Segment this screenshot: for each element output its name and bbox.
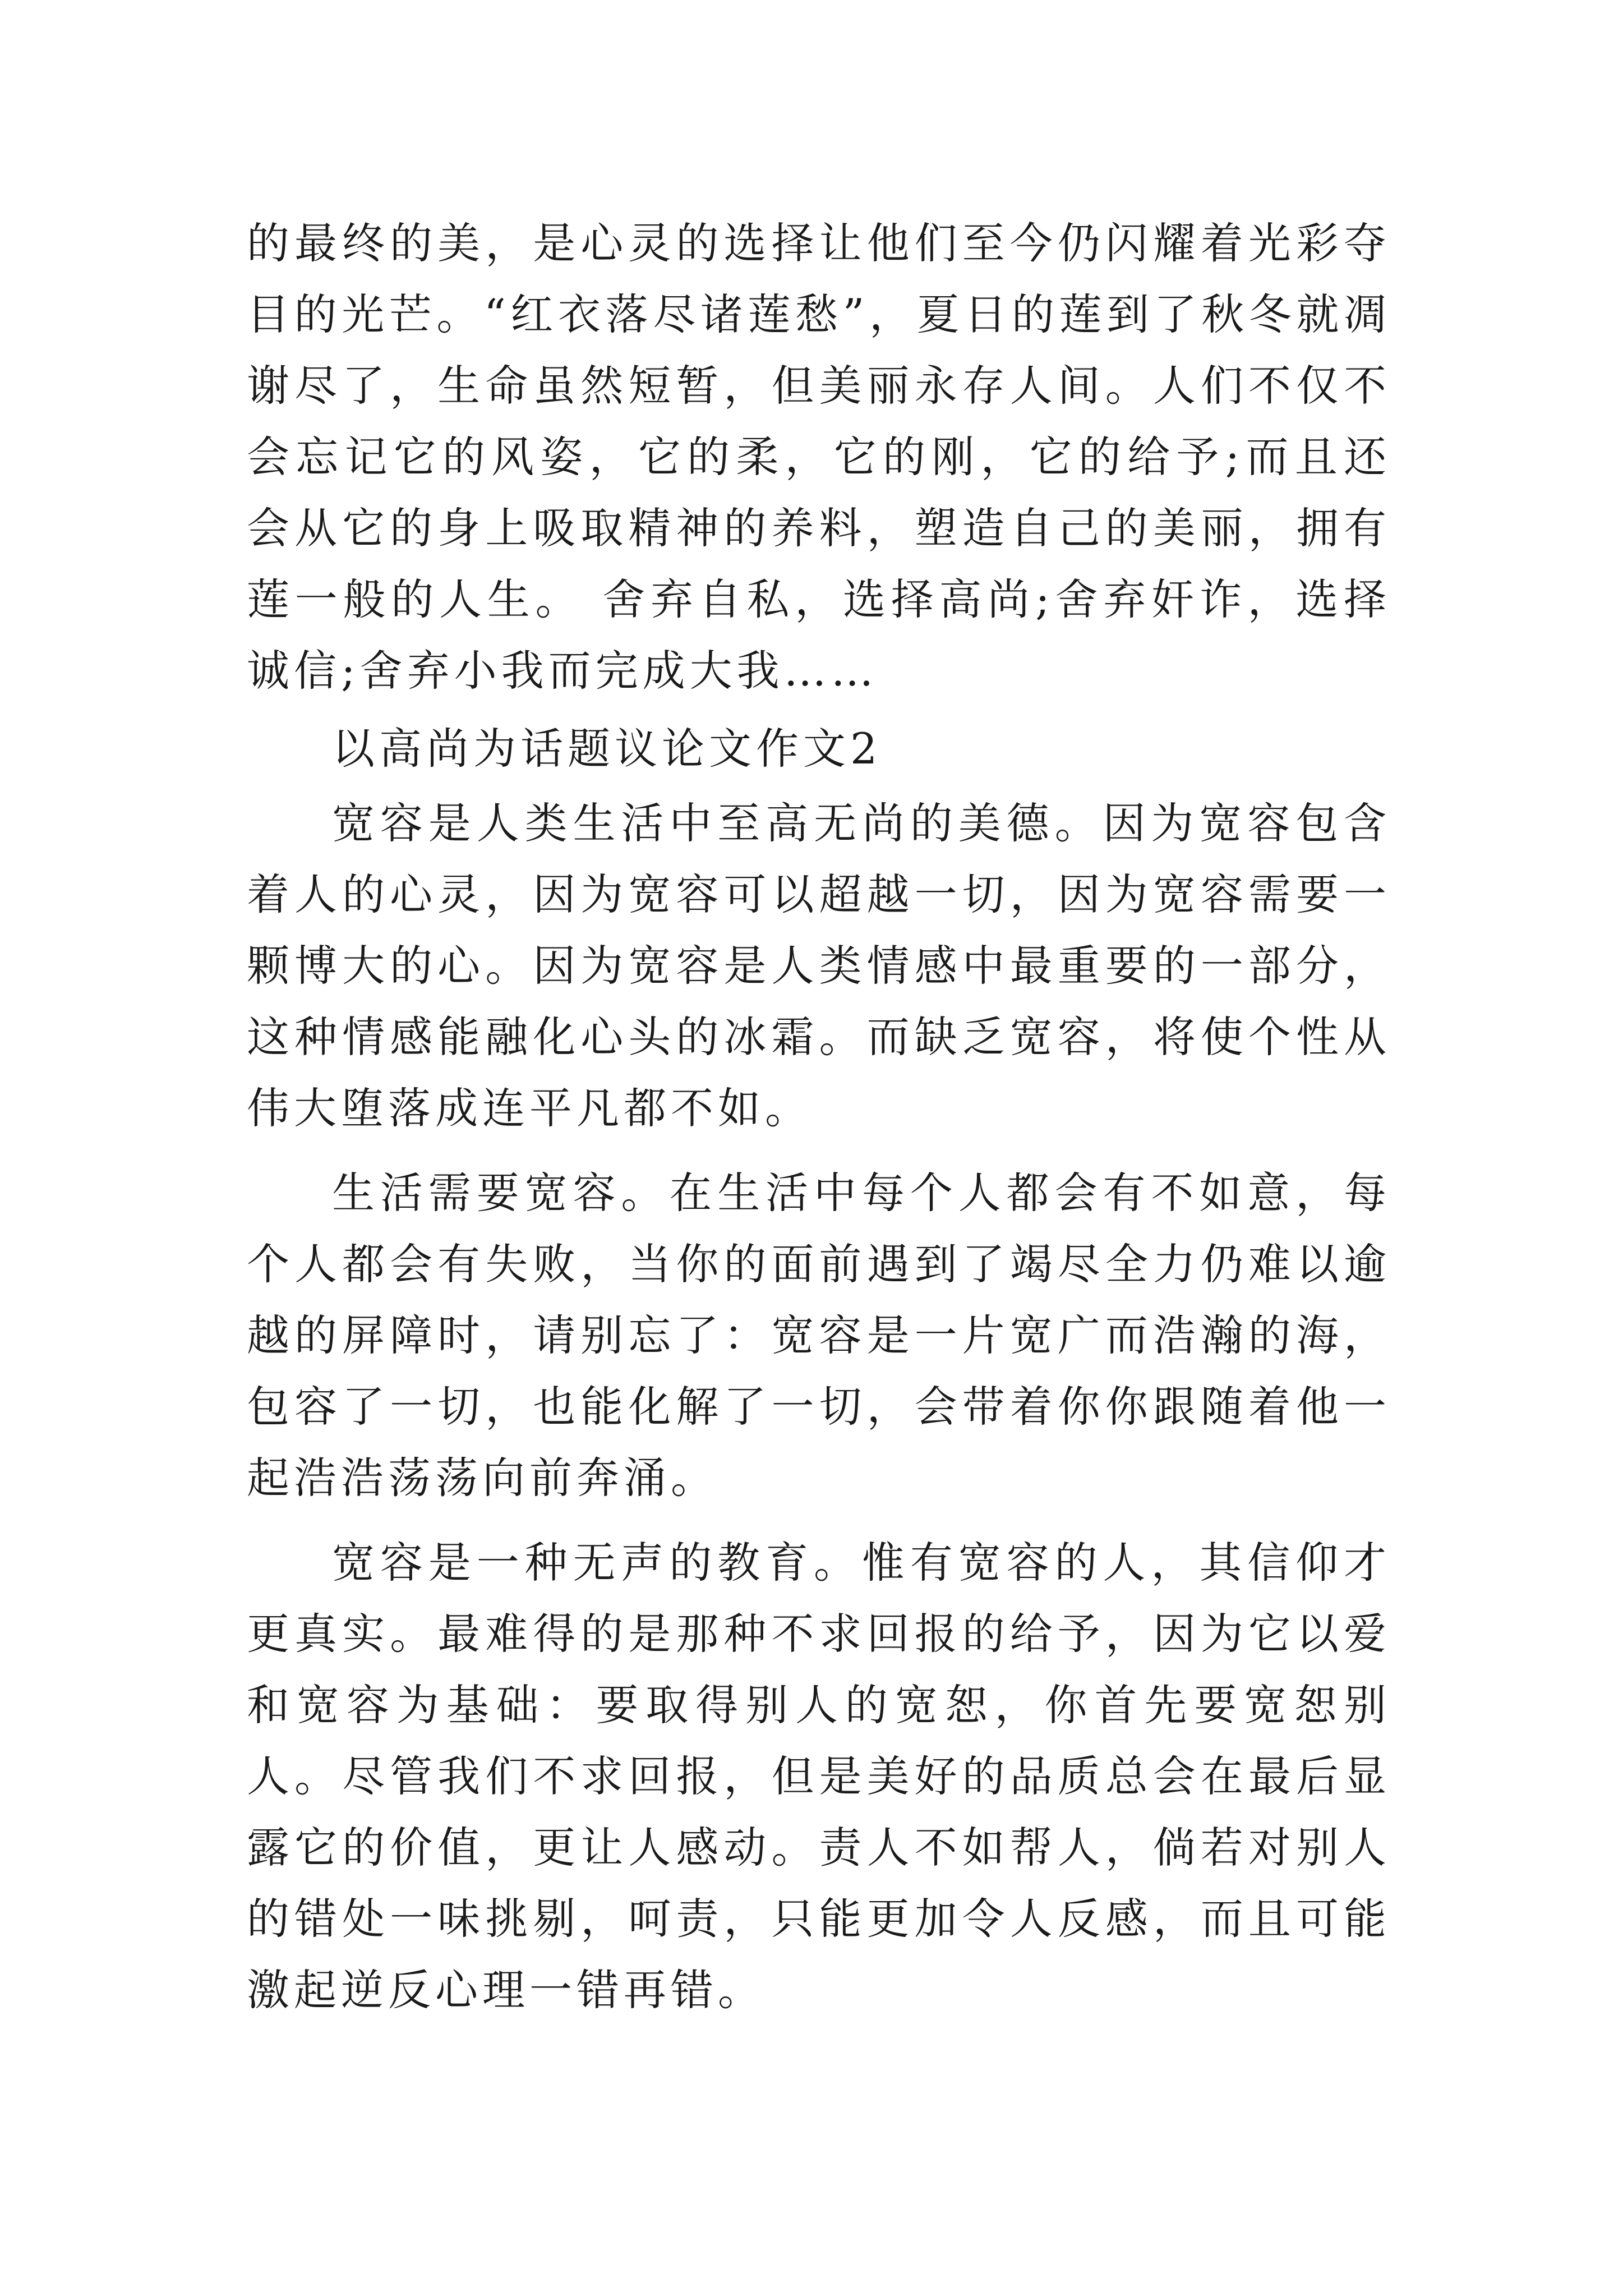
essay-title: 以高尚为话题议论文作文2 — [332, 724, 882, 774]
body-paragraph: 宽容是一种无声的教育。惟有宽容的人，其信仰才更真实。最难得的是那种不求回报的给予，因为它以爱和宽容为基础：要取得别人的宽恕，你首先要宽恕别人。尽管我们不求回报，但是美好的品质总会在最后显露它的价值，更让人感动。责人不如帮人，倘若对别人的错处一味挑剔，呵责，只能更加令人反感，而且可能激起逆反心理一错再错。 — [247, 1538, 1391, 2015]
continuation-paragraph: 的最终的美，是心灵的选择让他们至今仍闪耀着光彩夺目的光芒。“红衣落尽诸莲愁”，夏日的莲到了秋冬就凋谢尽了，生命虽然短暂，但美丽永存人间。人们不仅不会忘记它的风姿，它的柔，它的刚，它的给予;而且还会从它的身上吸取精神的养料，塑造自己的美丽，拥有莲一般的人生。 舍弃自私，选择高尚;舍弃奸诈，选择诚信;舍弃小我而完成大我…… — [247, 218, 1391, 696]
body-paragraph: 宽容是人类生活中至高无尚的美德。因为宽容包含着人的心灵，因为宽容可以超越一切，因为宽容需要一颗博大的心。因为宽容是人类情感中最重要的一部分，这种情感能融化心头的冰霜。而缺乏宽容，将使个性从伟大堕落成连平凡都不如。 — [247, 798, 1391, 1133]
document-body — [247, 208, 1391, 2026]
body-paragraph: 生活需要宽容。在生活中每个人都会有不如意，每个人都会有失败，当你的面前遇到了竭尽全力仍难以逾越的屏障时，请别忘了：宽容是一片宽广而浩瀚的海，包容了一切，也能化解了一切，会带着你你跟随着他一起浩浩荡荡向前奔涌。 — [247, 1168, 1391, 1503]
